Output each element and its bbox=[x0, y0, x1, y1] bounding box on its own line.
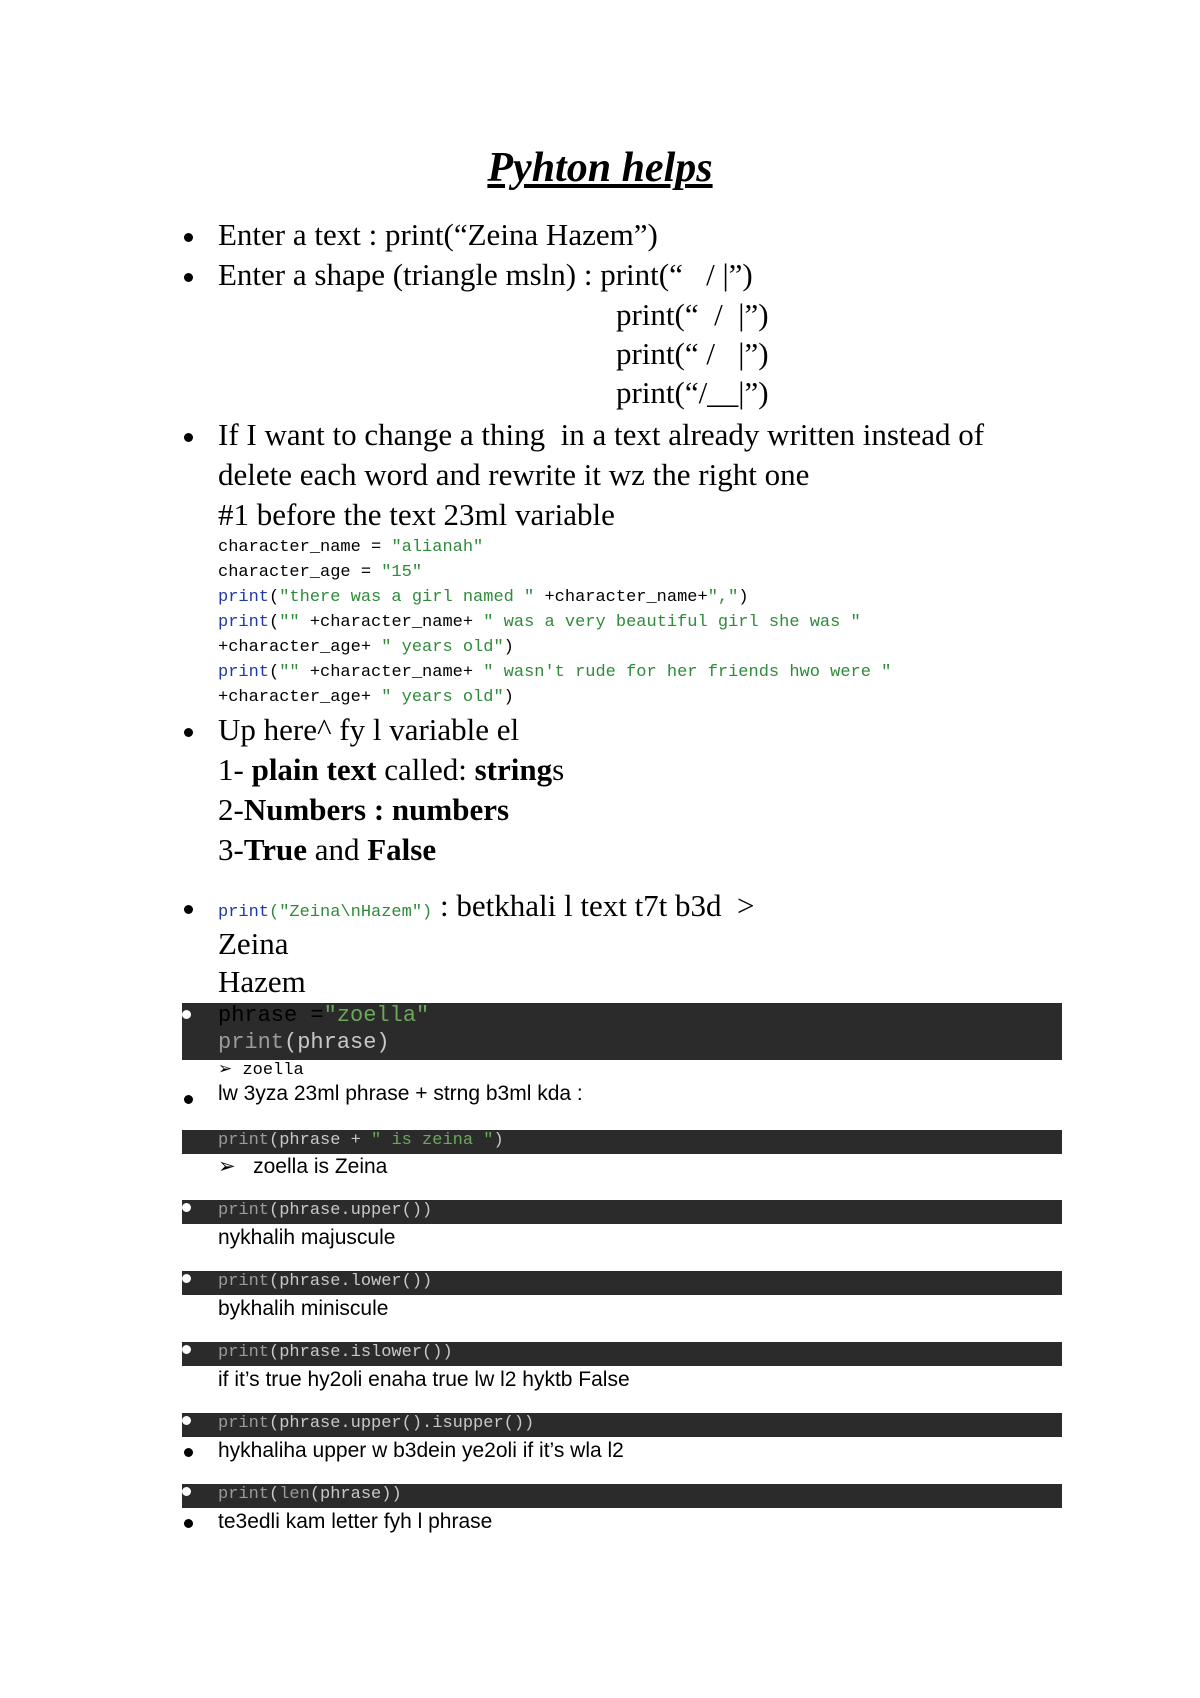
code-line bbox=[218, 1201, 432, 1220]
code-keyword: print bbox=[218, 903, 270, 922]
bullet bbox=[184, 433, 193, 442]
text: 2- bbox=[218, 792, 244, 827]
arrow-icon: ➢ bbox=[218, 1154, 236, 1178]
code-keyword: print bbox=[218, 1030, 285, 1055]
code-text: character_age = bbox=[218, 563, 382, 582]
code-keyword: len bbox=[279, 1485, 310, 1504]
code-string: "," bbox=[707, 588, 739, 607]
code-string: " years old" bbox=[381, 688, 504, 707]
code-line bbox=[218, 688, 514, 707]
bullet-text: hykhaliha upper w b3dein ye2oli if it’s wla l2 bbox=[218, 1439, 624, 1462]
bullet bbox=[184, 1519, 193, 1528]
bullet-text: Enter a text : print(“Zeina Hazem”) bbox=[218, 217, 658, 252]
code-text: (phrase.lower()) bbox=[269, 1272, 433, 1291]
text: 1- bbox=[218, 752, 252, 787]
code-string: "alianah" bbox=[391, 538, 484, 557]
code-text: (phrase) bbox=[284, 1030, 390, 1055]
text: s bbox=[552, 752, 565, 787]
code-text: +character_name+ bbox=[299, 663, 484, 682]
bullet-text: if it’s true hy2oli enaha true lw l2 hyktb False bbox=[218, 1368, 630, 1391]
text: zoella is Zeina bbox=[253, 1155, 388, 1178]
bullet-text: Enter a shape (triangle msln) : print(“ / |”) bbox=[218, 257, 753, 292]
bullet-text: If I want to change a thing in a text already written instead of bbox=[218, 417, 985, 452]
code-text: +character_name+ bbox=[534, 588, 708, 607]
code-keyword: print bbox=[218, 1485, 270, 1504]
code-text: (phrase + bbox=[269, 1131, 372, 1150]
bullet bbox=[182, 1010, 191, 1019]
code-line bbox=[218, 1485, 402, 1504]
bullet-text: #1 before the text 23ml variable bbox=[218, 497, 615, 532]
output-line bbox=[218, 1059, 304, 1080]
bullet-text: nykhalih majuscule bbox=[218, 1226, 396, 1249]
code-text: (phrase.islower()) bbox=[269, 1343, 453, 1362]
code-text: ( bbox=[269, 588, 280, 607]
code-keyword: print bbox=[218, 1201, 270, 1220]
type-strings bbox=[218, 752, 564, 788]
bold-text: True bbox=[243, 832, 307, 867]
code-string: "15" bbox=[381, 563, 423, 582]
bullet bbox=[182, 1345, 191, 1354]
code-string: " wasn't rude for her friends hwo were " bbox=[483, 663, 892, 682]
code-text: ) bbox=[493, 1131, 504, 1150]
bold-text: Numbers : numbers bbox=[243, 792, 510, 827]
code-keyword: print bbox=[218, 1272, 270, 1291]
code-text: +character_name+ bbox=[299, 613, 484, 632]
code-string: " years old" bbox=[381, 638, 504, 657]
code-text: +character_age+ bbox=[218, 688, 382, 707]
newline-example bbox=[218, 888, 755, 924]
bullet-text: lw 3yza 23ml phrase + strng b3ml kda : bbox=[218, 1082, 583, 1105]
code-line bbox=[218, 1131, 504, 1150]
type-numbers bbox=[218, 792, 509, 828]
code-text: (phrase)) bbox=[309, 1485, 402, 1504]
bullet-text: bykhalih miniscule bbox=[218, 1297, 389, 1320]
arrow-icon: ➢ bbox=[218, 1059, 233, 1079]
type-booleans bbox=[218, 832, 436, 868]
triangle-line: print(“/__|”) bbox=[616, 375, 769, 410]
bullet bbox=[184, 728, 193, 737]
output-line: Hazem bbox=[218, 964, 306, 999]
code-string: "" bbox=[279, 613, 300, 632]
code-line bbox=[218, 638, 514, 657]
triangle-line: print(“ / |”) bbox=[616, 297, 769, 332]
bullet bbox=[182, 1203, 191, 1212]
bullet bbox=[182, 1416, 191, 1425]
bullet bbox=[184, 1095, 193, 1104]
code-line bbox=[218, 1272, 432, 1291]
code-line bbox=[218, 538, 483, 557]
code-string: " is zeina " bbox=[371, 1131, 494, 1150]
code-text: ) bbox=[503, 638, 514, 657]
code-string: "there was a girl named " bbox=[279, 588, 535, 607]
code-line bbox=[218, 563, 422, 582]
code-text: character_name = bbox=[218, 538, 392, 557]
code-string: "zoella" bbox=[323, 1003, 430, 1028]
code-keyword: print bbox=[218, 1131, 270, 1150]
triangle-line: print(“ / |”) bbox=[616, 336, 769, 371]
code-text: ( bbox=[269, 1485, 280, 1504]
code-text: ) bbox=[738, 588, 749, 607]
bullet bbox=[182, 1487, 191, 1496]
output-line bbox=[218, 1154, 387, 1179]
code-line bbox=[218, 1030, 390, 1055]
code-string: ("Zeina\nHazem") bbox=[269, 903, 433, 922]
bold-text: string bbox=[474, 752, 553, 787]
code-keyword: print bbox=[218, 613, 270, 632]
code-line bbox=[218, 663, 891, 682]
bullet-text: te3edli kam letter fyh l phrase bbox=[218, 1510, 493, 1533]
code-text: ( bbox=[269, 663, 280, 682]
bold-text: False bbox=[367, 832, 437, 867]
text: called: bbox=[376, 752, 475, 787]
bullet bbox=[184, 233, 193, 242]
code-keyword: print bbox=[218, 1414, 270, 1433]
code-string: "" bbox=[279, 663, 300, 682]
code-text: ( bbox=[269, 613, 280, 632]
code-text: phrase = bbox=[218, 1003, 324, 1028]
code-keyword: print bbox=[218, 1343, 270, 1362]
text: 3- bbox=[218, 832, 244, 867]
code-text: (phrase.upper()) bbox=[269, 1201, 433, 1220]
code-string: " was a very beautiful girl she was " bbox=[483, 613, 861, 632]
code-text: +character_age+ bbox=[218, 638, 382, 657]
text: : betkhali l text t7t b3d > bbox=[432, 888, 755, 923]
code-text: (phrase.upper().isupper()) bbox=[269, 1414, 535, 1433]
code-line bbox=[218, 588, 749, 607]
code-line bbox=[218, 1343, 453, 1362]
page-title: Pyhton helps bbox=[487, 145, 713, 191]
code-keyword: print bbox=[218, 588, 270, 607]
bullet bbox=[182, 1274, 191, 1283]
bullet-text: delete each word and rewrite it wz the right one bbox=[218, 457, 810, 492]
code-line bbox=[218, 1003, 429, 1028]
bold-text: plain text bbox=[251, 752, 377, 787]
bullet bbox=[184, 905, 193, 914]
text: and bbox=[306, 832, 368, 867]
bullet-text: Up here^ fy l variable el bbox=[218, 712, 520, 747]
text: zoella bbox=[242, 1061, 304, 1080]
bullet bbox=[184, 273, 193, 282]
bullet bbox=[184, 1448, 193, 1457]
code-text: ) bbox=[503, 688, 514, 707]
code-line bbox=[218, 1414, 534, 1433]
code-line bbox=[218, 613, 861, 632]
code-keyword: print bbox=[218, 663, 270, 682]
output-line: Zeina bbox=[218, 926, 289, 961]
